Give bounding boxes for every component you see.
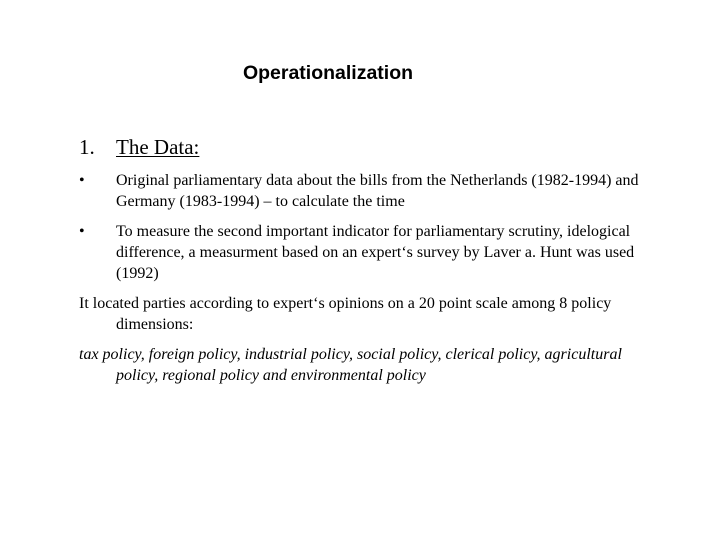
paragraph-policy-dimensions: tax policy, foreign policy, industrial policy, social policy, clerical policy, agricultural policy, regional policy and environmental policy	[79, 346, 622, 384]
bullet-icon: •	[79, 223, 85, 240]
bullet-item-ideological-difference	[79, 221, 659, 284]
slide-body	[79, 133, 659, 386]
bullet-icon: •	[79, 172, 85, 189]
slide-title: Operationalization	[242, 62, 414, 84]
bullet-text: Original parliamentary data about the bills from the Netherlands (1982-1994) and Germany (1983-1994) – to calculate the time	[116, 172, 639, 210]
bullet-text: To measure the second important indicator for parliamentary scrutiny, idelogical difference, a measurment based on an expert‘s survey by Laver a. Hunt was used (1992)	[116, 223, 635, 282]
paragraph-party-location: It located parties according to expert‘s opinions on a 20 point scale among 8 policy dimensions:	[79, 295, 612, 333]
section-heading-text: The Data:	[116, 135, 200, 159]
section-number: 1.	[79, 135, 95, 159]
bullet-item-original-data	[79, 170, 659, 212]
section-heading	[79, 133, 659, 161]
